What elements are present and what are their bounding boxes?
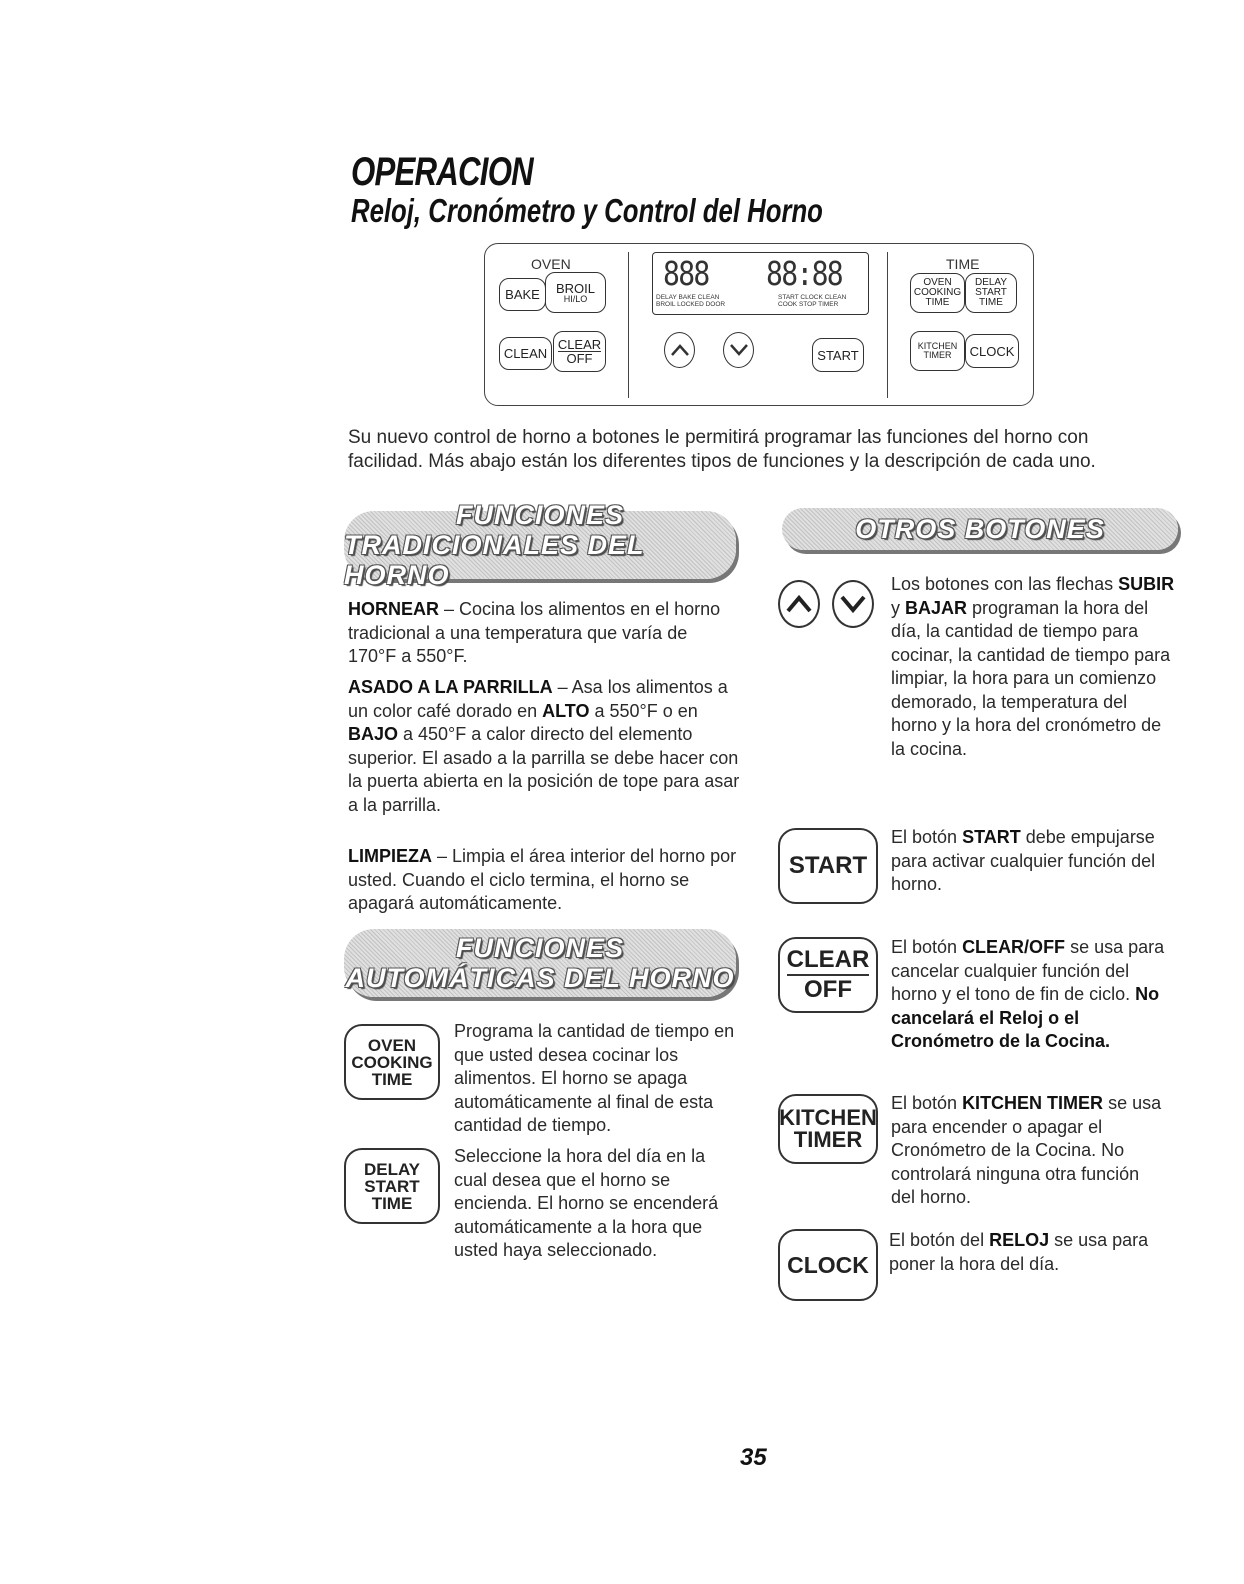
- hornear-text: – Cocina los alimentos en el horno tradicional a una temperatura que varía de 170°F a 550°F.: [348, 599, 721, 666]
- arrows-description: [891, 573, 1176, 761]
- oven-cooking-time-button[interactable]: [910, 273, 965, 313]
- dst-line3: TIME: [979, 297, 1003, 308]
- clear-large-label: CLEAR: [787, 948, 870, 976]
- banner1-line1: FUNCIONES: [455, 500, 624, 530]
- clock-text1: El botón del: [889, 1230, 990, 1250]
- lcd-left-indicators: [656, 295, 725, 309]
- clean-label: CLEAN: [503, 346, 548, 361]
- up-arrow-icon: [670, 343, 690, 357]
- up-arrow-button[interactable]: [664, 332, 695, 368]
- section-title: OPERACION: [351, 150, 533, 194]
- oven-label: OVEN: [531, 256, 571, 272]
- arrows-text1: Los botones con las flechas: [891, 574, 1119, 594]
- bake-button[interactable]: [499, 278, 546, 311]
- clock-button[interactable]: [965, 334, 1019, 368]
- delay-start-time-description: Seleccione la hora del día en la cual desea que el horno se encienda. El horno se encenderá automáticamente a la hora que usted haya seleccionado.: [454, 1146, 719, 1260]
- kitchen-timer-description: [891, 1092, 1166, 1210]
- limpieza-text: – Limpia el área interior del horno por usted. Cuando el ciclo termina, el horno se apagará automáticamente.: [348, 846, 737, 913]
- asado-text3: a 450°F a calor directo del elemento superior. El asado a la parrilla se debe hacer con la puerta abierta en la posición de tope para asar a la parrilla.: [348, 724, 740, 815]
- kt-text2: se usa para encender o apagar el Cronómetro de la Cocina. No controlará ninguna otra función del horno.: [891, 1093, 1162, 1207]
- clear-bold: CLEAR/OFF: [962, 937, 1066, 957]
- kitchen-timer-button-large: [778, 1094, 878, 1164]
- oct-line3: TIME: [925, 297, 950, 308]
- asado-text2: a 550°F o en: [589, 700, 698, 721]
- asado-alto: ALTO: [542, 700, 590, 721]
- banner-otros-botones: [782, 508, 1178, 550]
- down-arrow-button[interactable]: [723, 332, 754, 368]
- lcd-right-row1: START CLOCK CLEAN: [778, 294, 847, 301]
- banner3-line1: OTROS BOTONES: [855, 514, 1105, 544]
- section-subtitle: Reloj, Cronómetro y Control del Horno: [351, 192, 823, 229]
- oven-cooking-time-description: Programa la cantidad de tiempo en que usted desea cocinar los alimentos. El horno se apaga automáticamente al final de esta cantidad de tiempo.: [454, 1021, 735, 1135]
- kt-line2: TIMER: [923, 350, 952, 360]
- asado-term: ASADO A LA PARRILLA: [348, 677, 553, 697]
- dst-large-line1: DELAY: [363, 1159, 421, 1179]
- oct-large-line3: TIME: [371, 1069, 413, 1089]
- limpieza-term: LIMPIEZA: [348, 846, 432, 866]
- asado-paragraph: [348, 676, 744, 817]
- start-text1: El botón: [891, 827, 963, 847]
- clock-bold: RELOJ: [989, 1230, 1050, 1250]
- hornear-paragraph: [348, 598, 738, 669]
- oct-large-line2: COOKING: [351, 1052, 433, 1072]
- down-arrow-icon: [729, 343, 749, 357]
- banner2-line1: FUNCIONES: [455, 933, 624, 963]
- clear-off-button-large: [778, 937, 878, 1013]
- clear-text1: El botón: [891, 937, 963, 957]
- hornear-term: HORNEAR: [348, 599, 440, 619]
- banner1-line2: TRADICIONALES DEL HORNO: [344, 530, 645, 590]
- down-arrow-icon: [839, 594, 867, 614]
- up-arrow-button-large: [778, 580, 820, 628]
- lcd-time: 88:88: [766, 254, 842, 293]
- clock-button-large: [778, 1229, 878, 1301]
- lcd-right-indicators: [778, 295, 846, 309]
- oven-cooking-time-button-large: [344, 1024, 440, 1100]
- lcd-display: [652, 252, 869, 315]
- intro-paragraph: Su nuevo control de horno a botones le permitirá programar las funciones del horno con facilidad. Más abajo están los diferentes tipos de funciones y la descripción de cada uno.: [348, 427, 1096, 472]
- lcd-temperature: 888: [663, 254, 709, 293]
- limpieza-paragraph: [348, 845, 738, 916]
- dst-line1: DELAY: [974, 277, 1008, 288]
- start-description: [891, 826, 1166, 897]
- delay-start-time-button-large: [344, 1148, 440, 1224]
- clock-description: [889, 1229, 1169, 1276]
- broil-label: BROIL: [555, 280, 595, 296]
- kt-large-line1: KITCHEN: [779, 1105, 877, 1130]
- kt-text1: El botón: [891, 1093, 963, 1113]
- dst-large-line3: TIME: [371, 1193, 413, 1213]
- clock-text2: se usa para poner la hora del día.: [889, 1230, 1149, 1274]
- page-number: 35: [740, 1444, 767, 1471]
- panel-divider-right: [887, 252, 888, 398]
- start-text2: debe empujarse para activar cualquier función del horno.: [891, 827, 1156, 894]
- arrows-bajar: BAJAR: [905, 597, 968, 618]
- oct-line1: OVEN: [923, 277, 952, 288]
- clock-label: CLOCK: [969, 343, 1015, 359]
- clock-large-label: CLOCK: [787, 1251, 869, 1278]
- lcd-left-row2: BROIL LOCKED DOOR: [656, 300, 726, 308]
- delay-start-time-button[interactable]: [965, 273, 1017, 313]
- asado-text1: – Asa los alimentos a un color café dorado en: [348, 677, 728, 721]
- clear-bold2: No cancelará el Reloj o el Cronómetro de la Cocina.: [891, 984, 1160, 1051]
- kt-large-line2: TIMER: [793, 1127, 863, 1152]
- arrows-subir: SUBIR: [1118, 574, 1175, 594]
- start-large-label: START: [788, 852, 868, 879]
- oct-large-line1: OVEN: [367, 1035, 417, 1055]
- off-large-label: OFF: [804, 976, 852, 1003]
- clear-off-button[interactable]: [553, 331, 606, 372]
- off-label: OFF: [566, 351, 593, 366]
- panel-divider-left: [628, 252, 629, 398]
- kt-line1: KITCHEN: [917, 341, 958, 351]
- up-arrow-icon: [785, 594, 813, 614]
- kt-bold: KITCHEN TIMER: [962, 1093, 1104, 1113]
- clear-text2: se usa para cancelar cualquier función del horno y el tono de fin de ciclo.: [891, 937, 1165, 1004]
- clean-button[interactable]: [499, 337, 552, 370]
- lcd-right-row2: COOK STOP TIMER: [778, 300, 839, 308]
- broil-button[interactable]: [545, 272, 606, 313]
- down-arrow-button-large: [832, 580, 874, 628]
- lcd-left-row1: DELAY BAKE CLEAN: [656, 294, 720, 301]
- start-button-large: [778, 828, 878, 904]
- time-label: TIME: [946, 256, 980, 272]
- banner2-line2: AUTOMÁTICAS DEL HORNO: [345, 963, 735, 993]
- banner-funciones-tradicionales: [344, 500, 736, 590]
- start-button[interactable]: [812, 338, 864, 372]
- arrows-y: y: [891, 597, 906, 618]
- clear-label: CLEAR: [557, 337, 602, 352]
- start-label: START: [817, 347, 859, 363]
- bake-label: BAKE: [505, 287, 540, 302]
- banner-funciones-automaticas: [344, 929, 736, 997]
- dst-line2: START: [975, 287, 1007, 298]
- broil-sub-label: HI/LO: [563, 293, 588, 304]
- dst-large-line2: START: [364, 1176, 420, 1196]
- oct-line2: COOKING: [913, 287, 962, 298]
- clear-off-description: [891, 936, 1166, 1054]
- kitchen-timer-button[interactable]: [910, 331, 965, 371]
- start-bold: START: [962, 827, 1021, 847]
- arrows-text2: programan la hora del día, la cantidad de tiempo para cocinar, la cantidad de tiempo para limpiar, la hora para un comienzo demorado, la temperatura del horno y la hora del cronómetro de la cocina.: [891, 597, 1171, 759]
- asado-bajo: BAJO: [348, 724, 399, 744]
